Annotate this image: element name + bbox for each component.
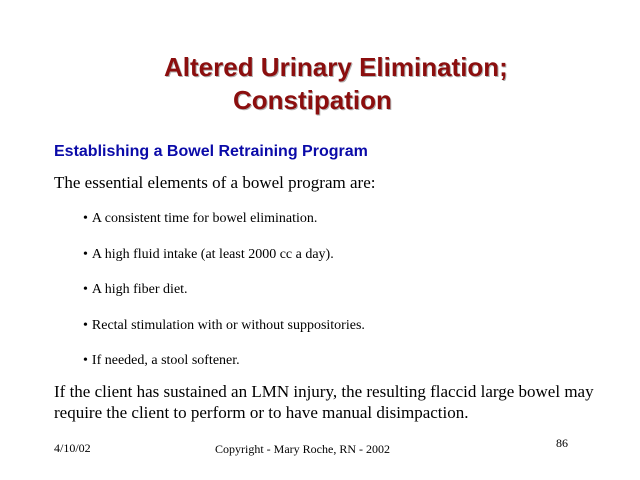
bullet-icon: • (83, 246, 88, 262)
bullet-icon: • (83, 317, 88, 333)
footer-date: 4/10/02 (54, 441, 91, 455)
bullet-item (83, 210, 365, 246)
bullet-icon: • (83, 211, 88, 226)
bullet-text: Rectal stimulation with or without suppositories. (91, 317, 365, 333)
slide-title-line-2: Constipation (233, 85, 392, 115)
bullet-text: A high fluid intake (at least 2000 cc a day). (91, 246, 334, 262)
bullet-icon: • (83, 353, 88, 368)
footer-page-number: 86 (556, 436, 568, 450)
bullet-text: A consistent time for bowel elimination. (91, 211, 318, 226)
section-subheading: Establishing a Bowel Retraining Program (54, 143, 368, 160)
bullet-list (83, 210, 365, 388)
closing-paragraph: If the client has sustained an LMN injury, the resulting flaccid large bowel may require the client to perform or to have manual disimpaction. (54, 382, 594, 422)
bullet-item (83, 281, 365, 317)
bullet-icon: • (83, 282, 88, 297)
bullet-item (83, 246, 365, 282)
bullet-item (83, 317, 365, 353)
intro-text: The essential elements of a bowel program are: (54, 173, 376, 192)
slide-title-line-1: Altered Urinary Elimination; (164, 52, 508, 82)
footer-copyright: Copyright - Mary Roche, RN - 2002 (215, 442, 390, 456)
bullet-text: If needed, a stool softener. (91, 353, 240, 368)
bullet-text: A high fiber diet. (91, 282, 188, 297)
